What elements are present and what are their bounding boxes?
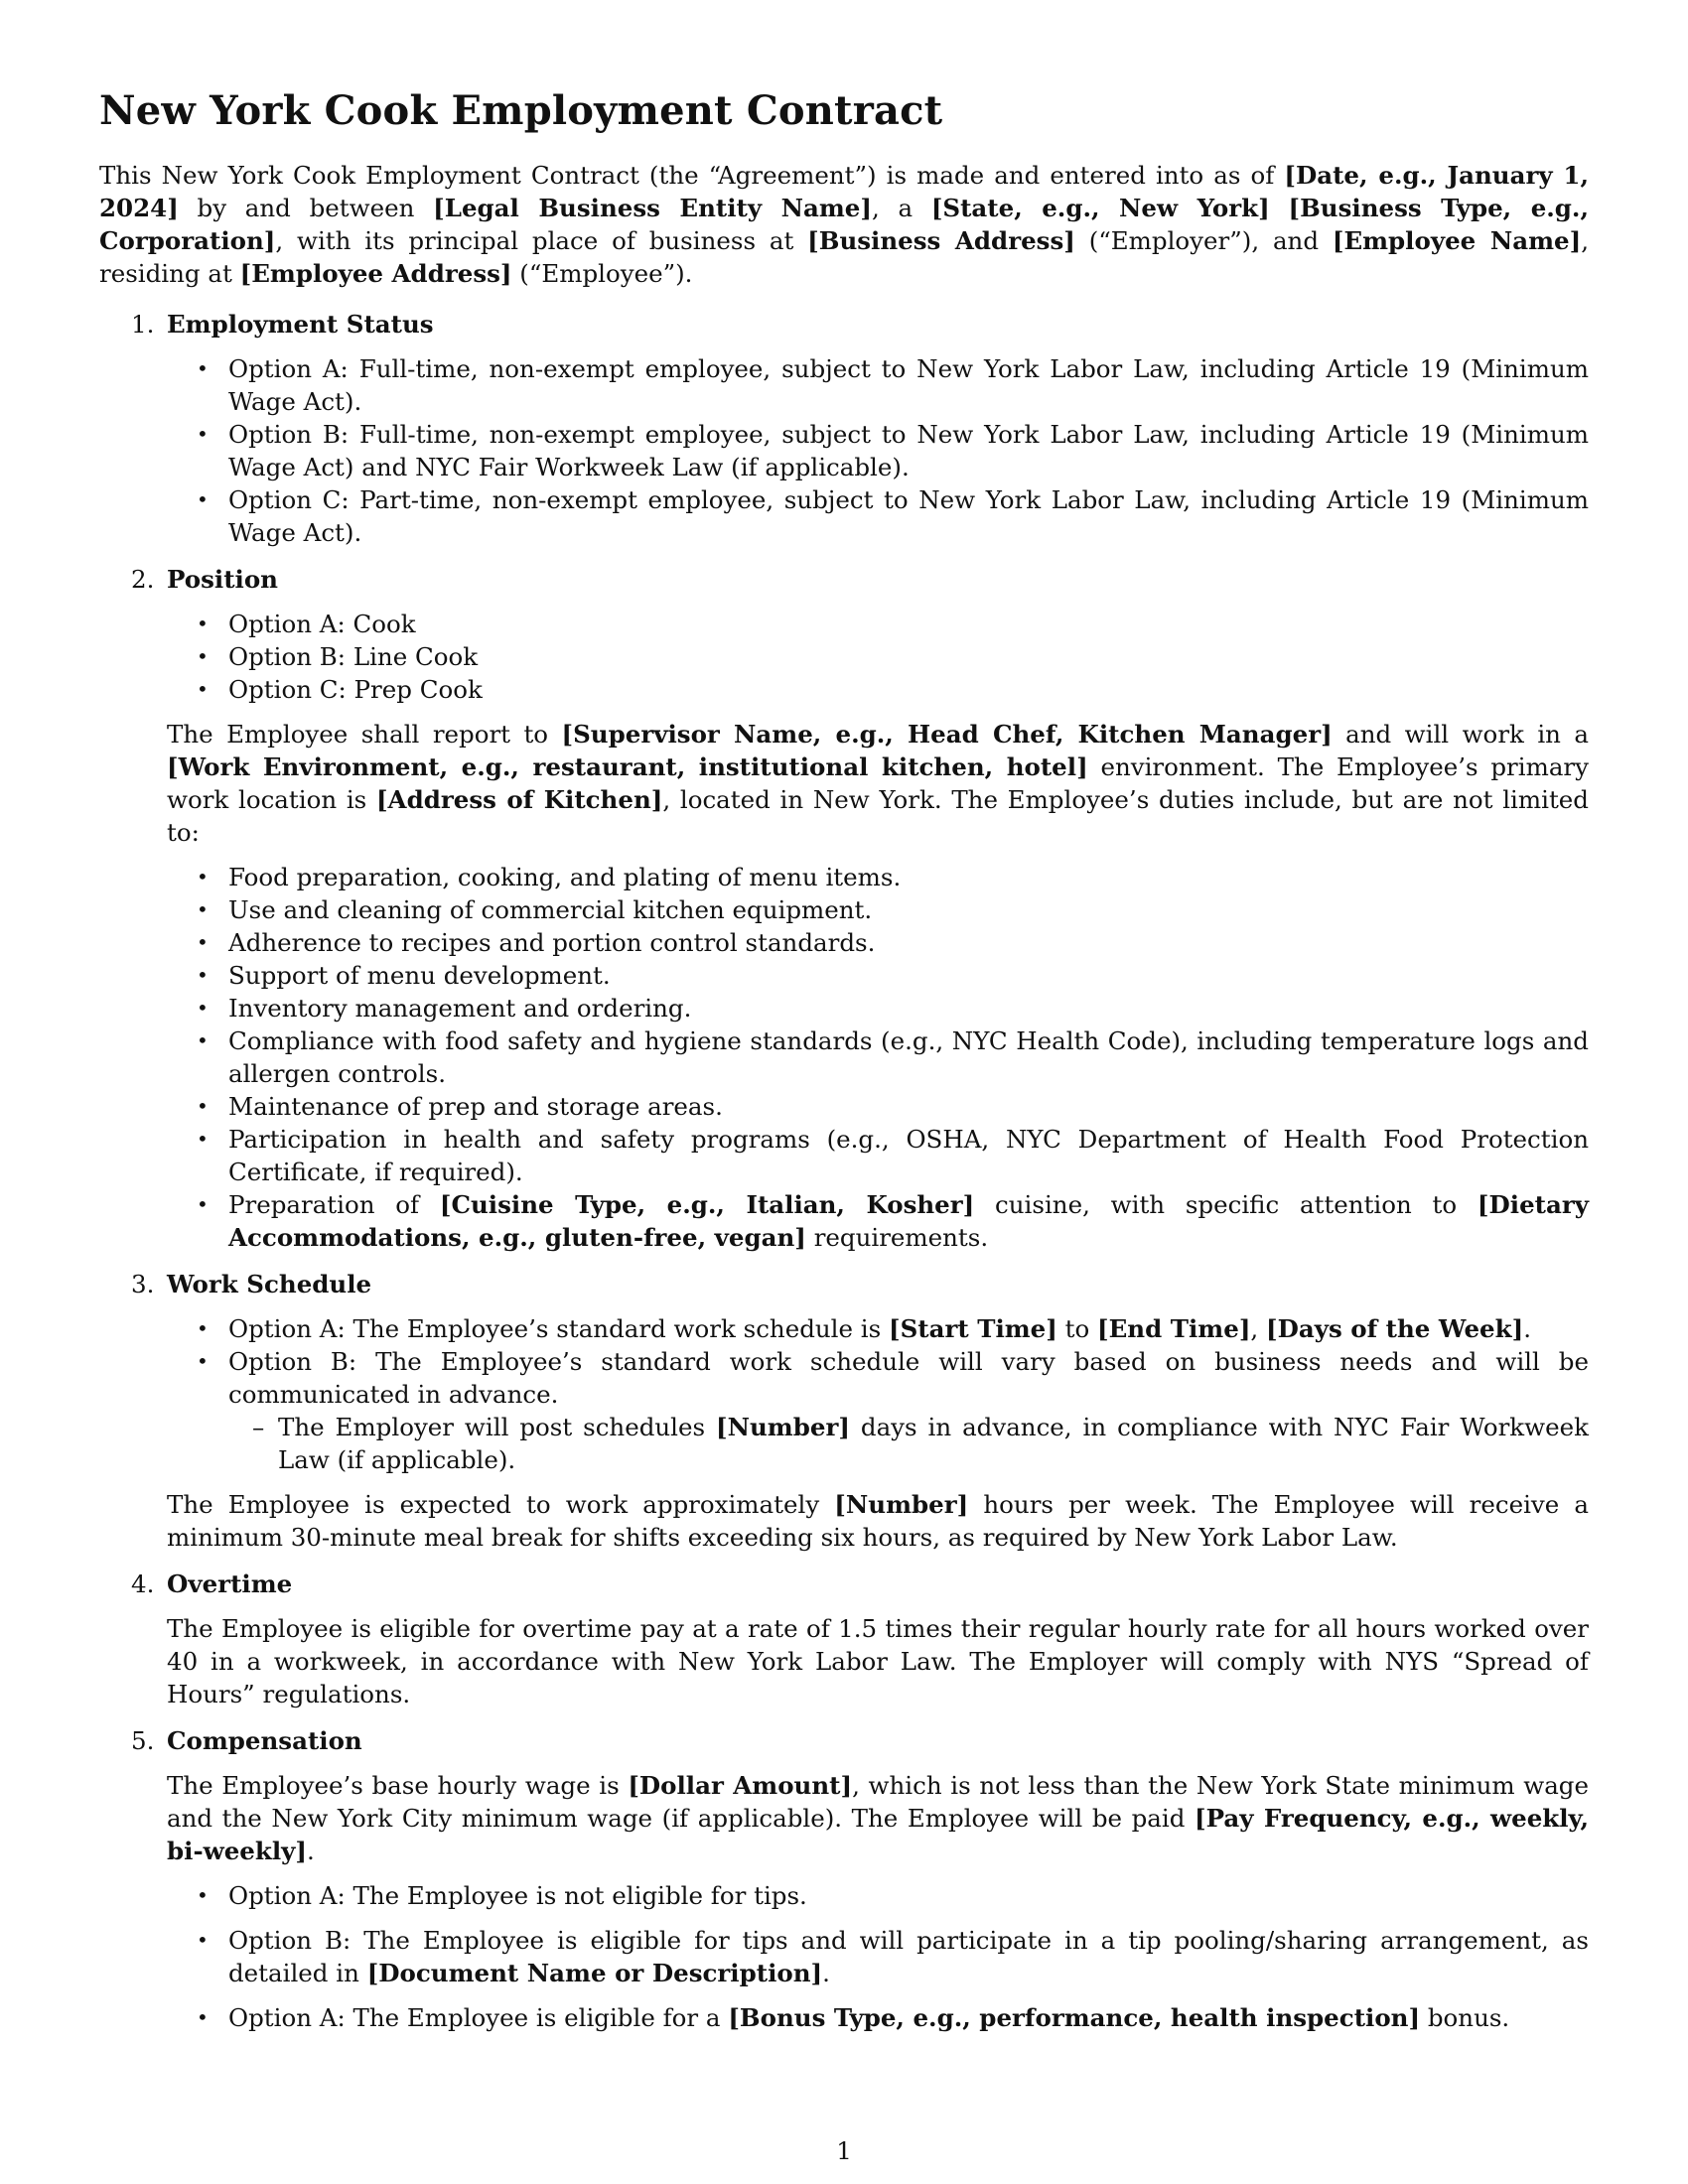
list-item-text: Option A: The Employee is eligible for a (228, 2003, 729, 2032)
list-item (167, 1090, 1589, 1123)
bullet-icon: • (197, 1192, 209, 1216)
bullet-icon: • (197, 422, 209, 446)
paragraph-text: , which is not less than the New York State minimum wage and the New York City minimum wage (if applicable). The Employee will be paid (167, 1771, 1589, 1833)
list-item-text: Food preparation, cooking, and plating of menu items. (228, 863, 902, 891)
paragraph-text: The Employee is expected to work approximately (167, 1490, 835, 1519)
placeholder-dollar-amount: [Dollar Amount] (628, 1771, 853, 1800)
list-item-text: Maintenance of prep and storage areas. (228, 1092, 723, 1121)
placeholder-bonus-type: [Bonus Type, e.g., performance, health inspection] (728, 2003, 1421, 2032)
bullet-icon: • (197, 356, 209, 380)
list-item-text: bonus. (1420, 2003, 1510, 2032)
list-item (167, 418, 1589, 483)
section-number: 5. (131, 1726, 155, 1755)
placeholder-business-type: [Business Type, e.g., Corporation] (99, 194, 1589, 255)
paragraph-text: . (306, 1837, 315, 1865)
list-item-text: . (1523, 1314, 1531, 1343)
list-item (167, 640, 1589, 673)
placeholder-document-name: [Document Name or Description] (366, 1959, 823, 1987)
sections-list (99, 308, 1589, 2048)
section-employment-status (99, 308, 1589, 549)
schedule-paragraph (167, 1488, 1589, 1554)
list-item (167, 1924, 1589, 1989)
duties-list (167, 861, 1589, 1254)
placeholder-business-address: [Business Address] (807, 226, 1075, 255)
bullet-icon: • (197, 1094, 209, 1118)
placeholder-number: [Number] (834, 1490, 969, 1519)
dash-icon: – (252, 1413, 265, 1441)
bullet-icon: • (197, 1028, 209, 1052)
paragraph-text: environment. The Employee’s primary work location is (167, 752, 1589, 814)
placeholder-kitchen-address: [Address of Kitchen] (375, 785, 663, 814)
list-item-text: Compliance with food safety and hygiene standards (e.g., NYC Health Code), including temperature logs and allergen controls. (228, 1026, 1589, 1088)
intro-text: , a (871, 194, 931, 222)
placeholder-state: [State, e.g., New York] (930, 194, 1270, 222)
section-work-schedule (99, 1268, 1589, 1554)
list-item-text: Option A: The Employee’s standard work schedule is (228, 1314, 889, 1343)
section-heading: Employment Status (167, 310, 434, 339)
list-item (167, 352, 1589, 418)
list-item-text: , (1250, 1314, 1266, 1343)
list-item (167, 893, 1589, 926)
placeholder-dietary-accommodations: [Dietary Accommodations, e.g., gluten-free, vegan] (228, 1190, 1589, 1252)
list-item (167, 1345, 1589, 1476)
list-item (167, 1123, 1589, 1188)
intro-paragraph (99, 159, 1589, 290)
section-heading: Compensation (167, 1726, 362, 1755)
section-number: 1. (131, 310, 155, 339)
bullet-icon: • (197, 677, 209, 701)
placeholder-date: [Date, e.g., January 1, 2024] (99, 161, 1589, 222)
list-item-text: Support of menu development. (228, 961, 611, 990)
placeholder-start-time: [Start Time] (888, 1314, 1057, 1343)
bullet-icon: • (197, 1127, 209, 1151)
schedule-options (167, 1312, 1589, 1476)
bullet-icon: • (197, 963, 209, 987)
list-item-text: Preparation of (228, 1190, 440, 1219)
list-item (167, 483, 1589, 549)
employment-status-options (167, 352, 1589, 549)
position-options (167, 608, 1589, 706)
placeholder-supervisor: [Supervisor Name, e.g., Head Chef, Kitchen Manager] (561, 720, 1333, 749)
section-number: 3. (131, 1270, 155, 1298)
section-heading: Overtime (167, 1570, 293, 1598)
list-item (167, 608, 1589, 640)
placeholder-number: [Number] (716, 1413, 850, 1441)
schedule-sub-list (228, 1411, 1589, 1476)
intro-text: This New York Cook Employment Contract (the “Agreement”) is made and entered into as of (99, 161, 1285, 190)
list-item-text: Adherence to recipes and portion control standards. (228, 928, 876, 957)
section-compensation (99, 1724, 1589, 2034)
section-number: 4. (131, 1570, 155, 1598)
compensation-options (167, 1879, 1589, 2034)
list-item-text: cuisine, with specific attention to (974, 1190, 1477, 1219)
bullet-icon: • (197, 930, 209, 954)
placeholder-cuisine-type: [Cuisine Type, e.g., Italian, Kosher] (439, 1190, 975, 1219)
section-heading: Work Schedule (167, 1270, 372, 1298)
list-item-text: Option A: Full-time, non-exempt employee, subject to New York Labor Law, including Article 19 (Minimum Wage Act). (228, 354, 1589, 416)
list-item-text: Option C: Part-time, non-exempt employee, subject to New York Labor Law, including Article 19 (Minimum Wage Act). (228, 485, 1589, 547)
list-item-text: Option B: The Employee’s standard work schedule will vary based on business needs and will be communicated in advance. (228, 1347, 1589, 1409)
paragraph-text: , located in New York. The Employee’s duties include, but are not limited to: (167, 785, 1589, 847)
bullet-icon: • (197, 1349, 209, 1373)
bullet-icon: • (197, 897, 209, 921)
placeholder-entity-name: [Legal Business Entity Name] (433, 194, 872, 222)
placeholder-employee-address: [Employee Address] (239, 259, 512, 288)
bullet-icon: • (197, 996, 209, 1020)
list-item (167, 2001, 1589, 2034)
list-item-text: Option A: Cook (228, 610, 416, 638)
page-number: 1 (836, 2136, 852, 2165)
intro-text: , residing at (99, 226, 1589, 288)
list-item-text: Option B: Line Cook (228, 642, 479, 671)
intro-text: , with its principal place of business at (275, 226, 808, 255)
list-item (167, 926, 1589, 959)
list-item-text: Option A: The Employee is not eligible for tips. (228, 1881, 807, 1910)
list-item (167, 992, 1589, 1024)
intro-text: by and between (178, 194, 434, 222)
position-paragraph (167, 718, 1589, 849)
list-item (167, 1024, 1589, 1090)
list-item-text: Option C: Prep Cook (228, 675, 483, 704)
list-item-text: Participation in health and safety programs (e.g., OSHA, NYC Department of Health Food Protection Certificate, if required). (228, 1125, 1589, 1186)
intro-text (1270, 194, 1289, 222)
list-item-text: Use and cleaning of commercial kitchen equipment. (228, 895, 873, 924)
paragraph-text: The Employee shall report to (167, 720, 562, 749)
page-title: New York Cook Employment Contract (99, 87, 943, 134)
bullet-icon: • (197, 2005, 209, 2029)
list-item (167, 673, 1589, 706)
bullet-icon: • (197, 865, 209, 888)
list-item-text: days in advance, in compliance with NYC Fair Workweek Law (if applicable). (278, 1413, 1589, 1474)
placeholder-work-environment: [Work Environment, e.g., restaurant, institutional kitchen, hotel] (167, 752, 1088, 781)
list-item-text: to (1056, 1314, 1098, 1343)
list-item (167, 1188, 1589, 1254)
list-item-text: The Employer will post schedules (278, 1413, 716, 1441)
placeholder-days-of-week: [Days of the Week] (1266, 1314, 1524, 1343)
list-item-text: Option B: The Employee is eligible for tips and will participate in a tip pooling/sharing arrangement, as detailed in (228, 1926, 1589, 1987)
list-item (167, 959, 1589, 992)
list-item-text: requirements. (805, 1223, 989, 1252)
paragraph-text: and will work in a (1332, 720, 1589, 749)
list-item-text: Option B: Full-time, non-exempt employee, subject to New York Labor Law, including Article 19 (Minimum Wage Act) and NYC Fair Workweek Law (if applicable). (228, 420, 1589, 481)
bullet-icon: • (197, 1928, 209, 1952)
placeholder-end-time: [End Time] (1097, 1314, 1251, 1343)
placeholder-pay-frequency: [Pay Frequency, e.g., weekly, bi-weekly] (167, 1804, 1589, 1865)
section-overtime (99, 1568, 1589, 1710)
bullet-icon: • (197, 612, 209, 635)
section-heading: Position (167, 565, 278, 594)
overtime-paragraph: The Employee is eligible for overtime pay at a rate of 1.5 times their regular hourly rate for all hours worked over 40 in a workweek, in accordance with New York Labor Law. The Employer will comply with NYS “Spread of Hours” regulations. (167, 1614, 1589, 1708)
list-item (167, 1879, 1589, 1912)
bullet-icon: • (197, 1883, 209, 1907)
intro-text: (“Employer”), and (1074, 226, 1333, 255)
paragraph-text: The Employee’s base hourly wage is (167, 1771, 629, 1800)
intro-text: (“Employee”). (511, 259, 693, 288)
list-item (167, 861, 1589, 893)
list-item-text: Inventory management and ordering. (228, 994, 692, 1023)
list-item-text: . (822, 1959, 830, 1987)
sub-list-item (228, 1411, 1589, 1476)
bullet-icon: • (197, 644, 209, 668)
section-number: 2. (131, 565, 155, 594)
compensation-paragraph (167, 1769, 1589, 1867)
bullet-icon: • (197, 487, 209, 511)
section-position (99, 563, 1589, 1254)
list-item (167, 1312, 1589, 1345)
paragraph-text: hours per week. The Employee will receive a minimum 30-minute meal break for shifts exceeding six hours, as required by New York Labor Law. (167, 1490, 1589, 1552)
bullet-icon: • (197, 1316, 209, 1340)
placeholder-employee-name: [Employee Name] (1332, 226, 1582, 255)
